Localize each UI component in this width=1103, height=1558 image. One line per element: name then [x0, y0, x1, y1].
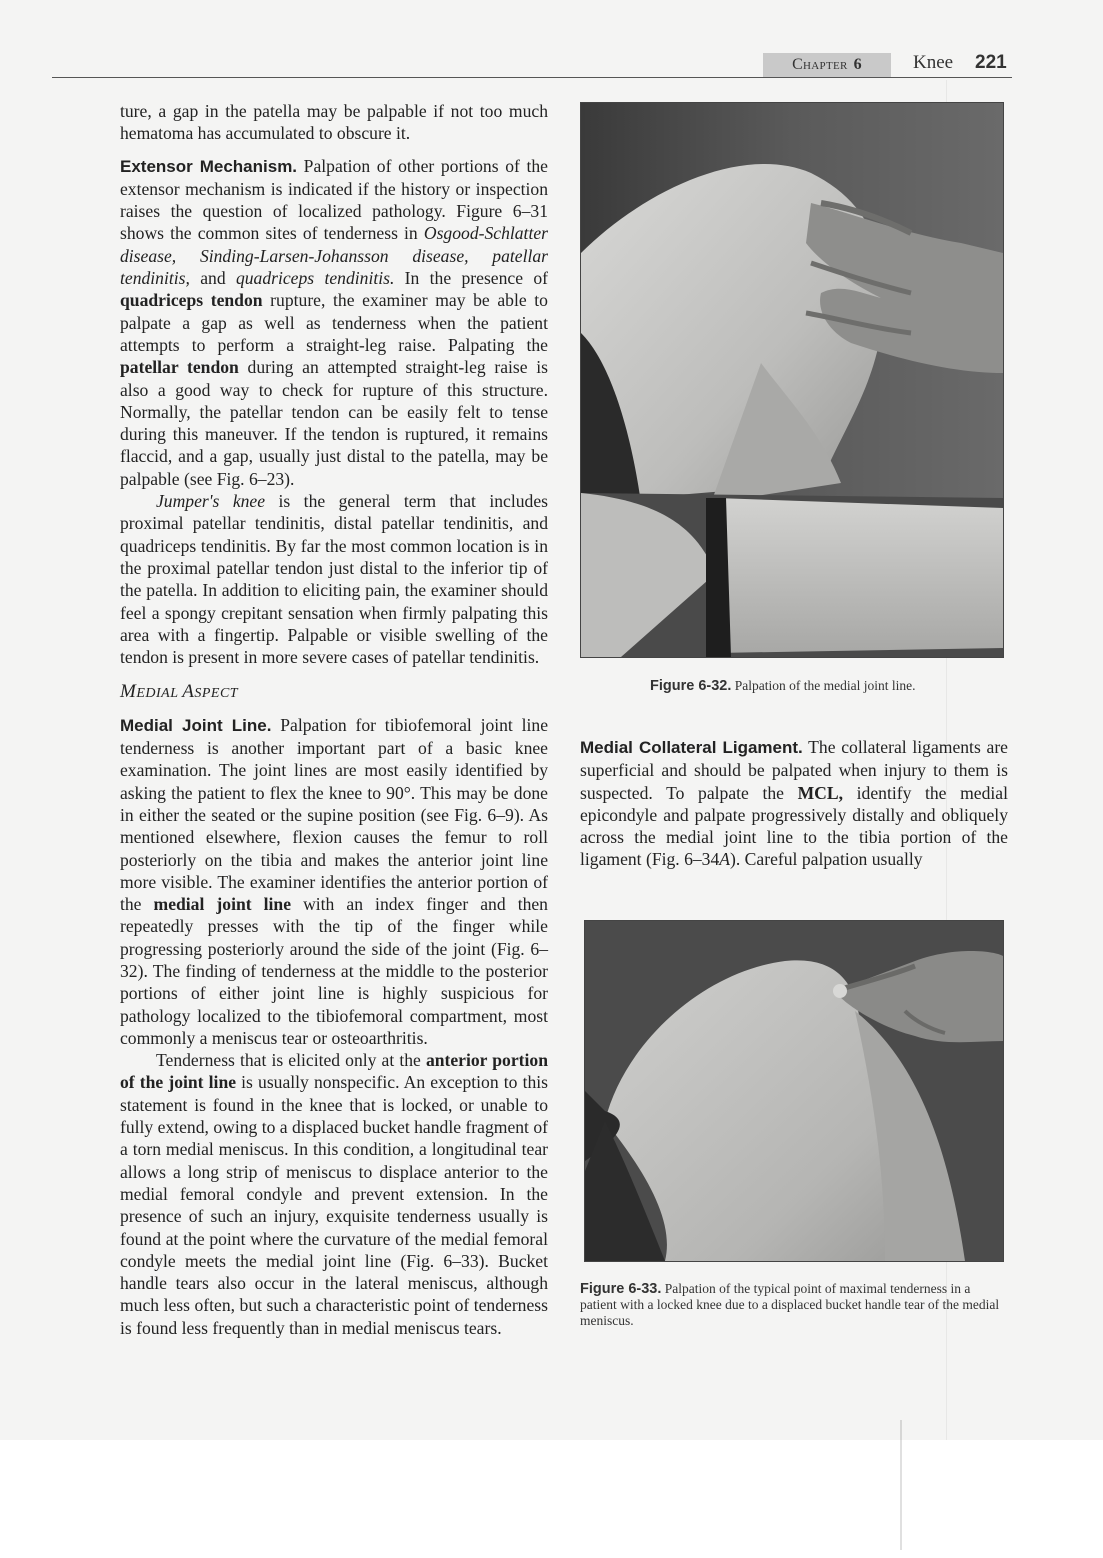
- bold-term: patellar tendon: [120, 357, 239, 378]
- text-run: rupture, the examiner may be able to palpate a gap as well as tenderness when the patient attempts to perform a straight-leg raise. Palpating the: [120, 290, 548, 355]
- heading-small-caps: EDIAL: [136, 686, 183, 702]
- italic-run: A: [719, 849, 731, 870]
- text-run: In the presence of: [394, 268, 549, 289]
- text-run: and: [189, 268, 236, 289]
- text-run: during an attempted straight-leg raise is also a good way to check for rupture of this structure. Normally, the patellar tendon can be easily felt to tense during this maneuver. If the tendon is ruptured, it remains flaccid, and a gap, usually just distal to the patella, may be palpable (see Fig. 6–23).: [120, 357, 549, 489]
- figure-6-33-photo: [584, 920, 1004, 1262]
- chapter-badge: [763, 53, 891, 77]
- text-run: Tenderness that is elicited only at the: [156, 1050, 426, 1071]
- text-run: The collateral ligaments are superficial and should be palpated when injury to them is suspected. To palpate the: [580, 737, 1008, 803]
- left-column: [120, 100, 548, 1339]
- text-run: is usually nonspecific. An exception to this statement is found in the knee that is locked, or unable to fully extend, owing to a displaced bucket handle fragment of a torn medial meniscus. In this condition, a longitudinal tear allows a long strip of meniscus to displace anterior to the medial femoral condyle and prevent extension. In the presence of such an injury, exquisite tenderness usually is found at the point where the curvature of the medial femoral condyle meets the medial joint line (Fig. 6–33). Bucket handle tears also occur in the lateral meniscus, although much less often, but such a characteristic point of tenderness is found less frequently than in medial meniscus tears.: [120, 1072, 548, 1338]
- page-number: 221: [975, 52, 1007, 73]
- text-run: Palpation for tibiofemoral joint line tenderness is another important part of a basic knee examination. The joint lines are most easily identified by asking the patient to flex the knee to 90°. This may be done in either the seated or the supine position (see Fig. 6–9). As mentioned elsewhere, flexion causes the femur to roll posteriorly on the tibia and makes the anterior joint line more visible. The examiner identifies the anterior portion of the: [120, 714, 549, 915]
- caption-text: Palpation of the typical point of maximal tenderness in a patient with a locked knee due to a displaced bucket handle tear of the medial meniscus.: [580, 1281, 1000, 1328]
- right-column: [580, 736, 1008, 871]
- heading-small-caps: SPECT: [194, 686, 239, 702]
- italic-run: Jumper's knee: [156, 491, 266, 512]
- paragraph-extensor-mechanism: [120, 155, 548, 490]
- heading-cap: M: [120, 681, 137, 703]
- run-in-heading: Medial Joint Line.: [120, 715, 272, 735]
- paragraph-anterior-tenderness: [120, 1049, 548, 1339]
- chapter-number: 6: [853, 56, 862, 73]
- italic-run: quadriceps tendinitis.: [235, 268, 395, 289]
- figure-6-32-caption: [650, 678, 990, 694]
- heading-cap: A: [182, 681, 195, 703]
- bold-term: medial joint line: [153, 894, 292, 915]
- bold-term: quadriceps tendon: [120, 290, 263, 311]
- italic-run: Osgood-Schlatter disease, Sinding-Larsen-Johansson disease, patellar tendinitis,: [120, 223, 548, 289]
- chapter-label: Chapter: [792, 56, 848, 73]
- paragraph-continuation: [120, 100, 548, 145]
- paragraph-jumpers-knee: [120, 490, 548, 668]
- bold-term: anterior portion of the joint line: [120, 1050, 548, 1093]
- page-edge-shadow: [900, 1420, 902, 1550]
- figure-6-33-caption: [580, 1281, 1008, 1329]
- figure-label: Figure 6-32.: [650, 678, 732, 694]
- figure-label: Figure 6-33.: [580, 1281, 662, 1297]
- text-run: Palpation of other portions of the extensor mechanism is indicated if the history or inspection raises the question of localized pathology. Figure 6–31 shows the common sites of tenderness in: [120, 155, 548, 244]
- text-run: is the general term that includes proximal patellar tendinitis, distal patellar tendinitis, and quadriceps tendinitis. By far the most common location is in the proximal patellar tendon just distal to the inferior tip of the patella. In addition to eliciting pain, the examiner should feel a spongy crepitant sensation when firmly palpating this area with a fingertip. Palpable or visible swelling of the tendon is present in more severe cases of patellar tendinitis.: [120, 491, 548, 668]
- text-run: identify the medial epicondyle and palpate progressively distally and obliquely across the medial joint line to the tibia portion of the ligament (Fig. 6–34: [580, 782, 1008, 870]
- paragraph-medial-collateral-ligament: [580, 736, 1008, 871]
- paragraph-medial-joint-line: [120, 714, 548, 1049]
- bold-term: MCL,: [797, 782, 844, 803]
- text-run: ). Careful palpation usually: [730, 849, 923, 870]
- run-in-heading: Extensor Mechanism.: [120, 156, 298, 176]
- section-heading-medial-aspect: [120, 680, 548, 705]
- run-in-heading: Medial Collateral Ligament.: [580, 738, 803, 757]
- caption-text: Palpation of the medial joint line.: [731, 678, 916, 693]
- running-head-title: Knee: [913, 52, 954, 73]
- text-run: with an index finger and then repeatedly presses with the tip of the finger while progressing posteriorly around the side of the joint (Fig. 6–32). The finding of tenderness at the middle to the posterior portions of either joint line is highly suspicious for pathology localized to the tibiofemoral compartment, most commonly a meniscus tear or osteoarthritis.: [120, 894, 548, 1048]
- figure-6-32-photo: [580, 102, 1004, 658]
- page-margin-bottom: [0, 1440, 1103, 1558]
- header-rule: [52, 77, 1012, 78]
- text-run: ture, a gap in the patella may be palpable if not too much hematoma has accumulated to obscure it.: [120, 101, 548, 144]
